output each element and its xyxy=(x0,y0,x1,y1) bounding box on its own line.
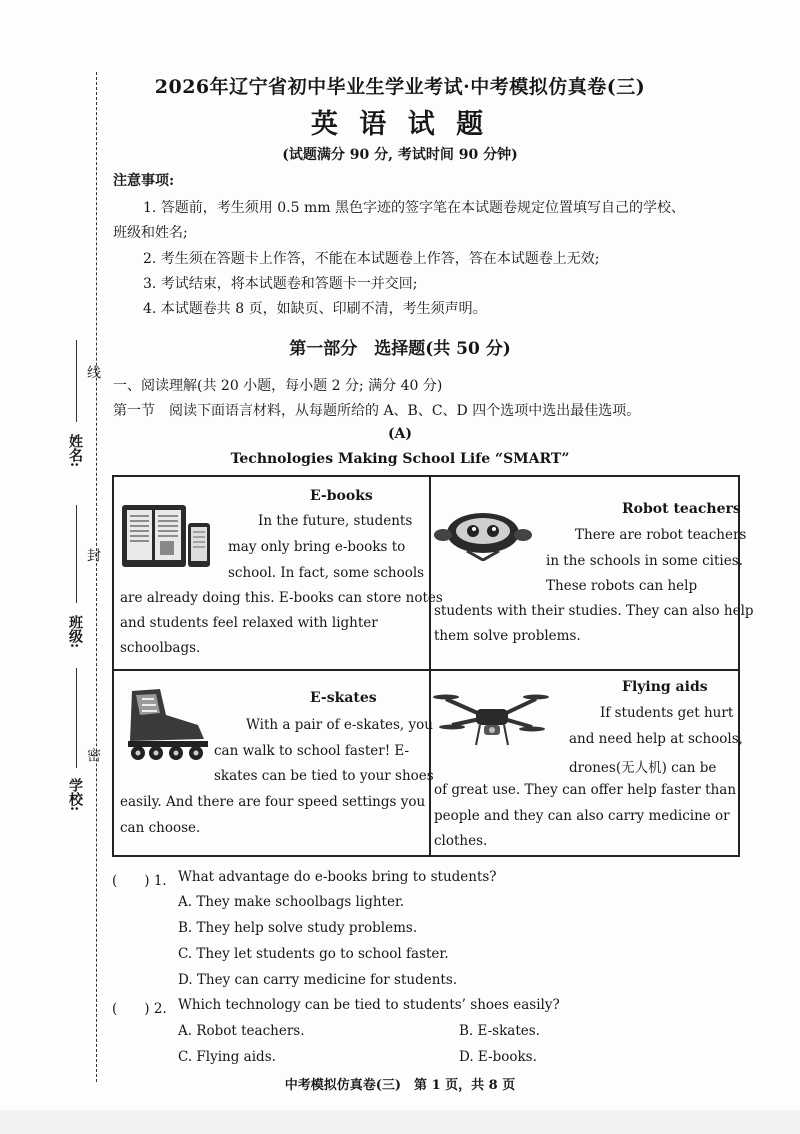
subject-title: 英 语 试 题 xyxy=(310,109,490,140)
flying-text-line: of great use. They can offer help faster than xyxy=(434,782,737,798)
ebooks-text-line: are already doing this. E-books can store notes xyxy=(120,590,443,606)
flying-text-line: and need help at schools, xyxy=(569,731,743,747)
technology-grid xyxy=(112,475,754,857)
robots-text-line: students with their studies. They can also help xyxy=(434,603,754,619)
robots-text-line: These robots can help xyxy=(546,578,698,594)
seal-mark-closed: 密 xyxy=(85,748,101,762)
q1-option-a[interactable]: A. They make schoolbags lighter. xyxy=(178,894,405,910)
cell-title-flying: Flying aids xyxy=(622,679,708,695)
seal-mark-line: 线 xyxy=(85,365,101,379)
eskates-text-line: can walk to school faster! E- xyxy=(214,743,410,759)
passage-title: Technologies Making School Life “SMART” xyxy=(230,451,570,467)
eskates-text-line: can choose. xyxy=(120,820,201,836)
question-2-text: Which technology can be tied to students’ shoes easily? xyxy=(178,997,560,1013)
exam-title: 2026年辽宁省初中毕业生学业考试·中考模拟仿真卷(三) xyxy=(154,76,646,98)
q2-option-a[interactable]: A. Robot teachers. xyxy=(178,1023,305,1039)
robots-text-line: in the schools in some cities. xyxy=(546,553,743,569)
ebooks-text-line: may only bring e-books to xyxy=(228,539,406,555)
ebook-tablet-icon xyxy=(120,501,212,571)
notes-heading: 注意事项: xyxy=(113,173,175,189)
flying-text-line: If students get hurt xyxy=(600,705,734,721)
seal-mark-seal: 封 xyxy=(85,548,101,562)
cell-title-eskates: E-skates xyxy=(310,690,377,706)
school-blank-line xyxy=(76,668,77,768)
q2-option-d[interactable]: D. E-books. xyxy=(459,1049,537,1065)
eskates-text-line: easily. And there are four speed settings you xyxy=(120,794,426,810)
flying-text-line: clothes. xyxy=(434,833,488,849)
ebooks-text-line: and students feel relaxed with lighter xyxy=(120,615,378,631)
cell-title-robots: Robot teachers xyxy=(622,501,741,517)
question-2-bracket[interactable]: ( ) 2. xyxy=(112,1001,167,1017)
ebooks-text-line: school. In fact, some schools xyxy=(228,565,425,581)
question-1-bracket[interactable]: ( ) 1. xyxy=(112,873,167,889)
note-item: 班级和姓名; xyxy=(113,225,188,241)
part-title: 第一部分 选择题(共 50 分) xyxy=(289,339,511,359)
flying-text-line: drones(无人机) can be xyxy=(569,760,717,776)
robots-text-line: There are robot teachers xyxy=(575,527,747,543)
class-blank-line xyxy=(76,505,77,603)
note-item: 3. 考试结束，将本试题卷和答题卡一并交回; xyxy=(143,276,418,292)
grid-divider-vertical xyxy=(429,477,431,855)
school-label: 学校: xyxy=(67,778,83,812)
section-heading: 一、阅读理解(共 20 小题，每小题 2 分; 满分 40 分) xyxy=(113,378,443,394)
note-item: 2. 考生须在答题卡上作答，不能在本试题卷上作答，答在本试题卷上无效; xyxy=(143,251,600,267)
question-1-text: What advantage do e-books bring to students? xyxy=(178,869,497,885)
page-footer: 中考模拟仿真卷(三) 第 1 页，共 8 页 xyxy=(284,1078,516,1093)
binding-dashed-line xyxy=(96,72,97,1082)
time-note: (试题满分 90 分, 考试时间 90 分钟) xyxy=(282,147,518,163)
class-label: 班级: xyxy=(67,615,83,649)
eskates-text-line: With a pair of e-skates, you xyxy=(246,717,433,733)
q2-option-b[interactable]: B. E-skates. xyxy=(459,1023,540,1039)
q1-option-b[interactable]: B. They help solve study problems. xyxy=(178,920,418,936)
q2-option-c[interactable]: C. Flying aids. xyxy=(178,1049,276,1065)
name-label: 姓名: xyxy=(67,434,83,468)
cell-title-ebooks: E-books xyxy=(310,488,373,504)
ebooks-text-line: In the future, students xyxy=(258,513,413,529)
note-item: 1. 答题前，考生须用 0.5 mm 黑色字迹的签字笔在本试题卷规定位置填写自己的学校、 xyxy=(143,200,685,216)
section-instruction: 第一节 阅读下面语言材料，从每题所给的 A、B、C、D 四个选项中选出最佳选项。 xyxy=(113,403,641,419)
passage-label: (A) xyxy=(387,426,413,442)
robot-teacher-icon xyxy=(433,505,533,561)
eskates-text-line: skates can be tied to your shoes xyxy=(214,768,434,784)
flying-text-line: people and they can also carry medicine or xyxy=(434,808,730,824)
drone-icon xyxy=(432,689,552,751)
q1-option-d[interactable]: D. They can carry medicine for students. xyxy=(178,972,458,988)
ebooks-text-line: schoolbags. xyxy=(120,640,201,656)
eskate-shoe-icon xyxy=(120,685,212,761)
note-item: 4. 本试题卷共 8 页，如缺页、印刷不清，考生须声明。 xyxy=(143,301,487,317)
grid-divider-horizontal xyxy=(114,669,738,671)
robots-text-line: them solve problems. xyxy=(434,628,581,644)
q1-option-c[interactable]: C. They let students go to school faster. xyxy=(178,946,449,962)
